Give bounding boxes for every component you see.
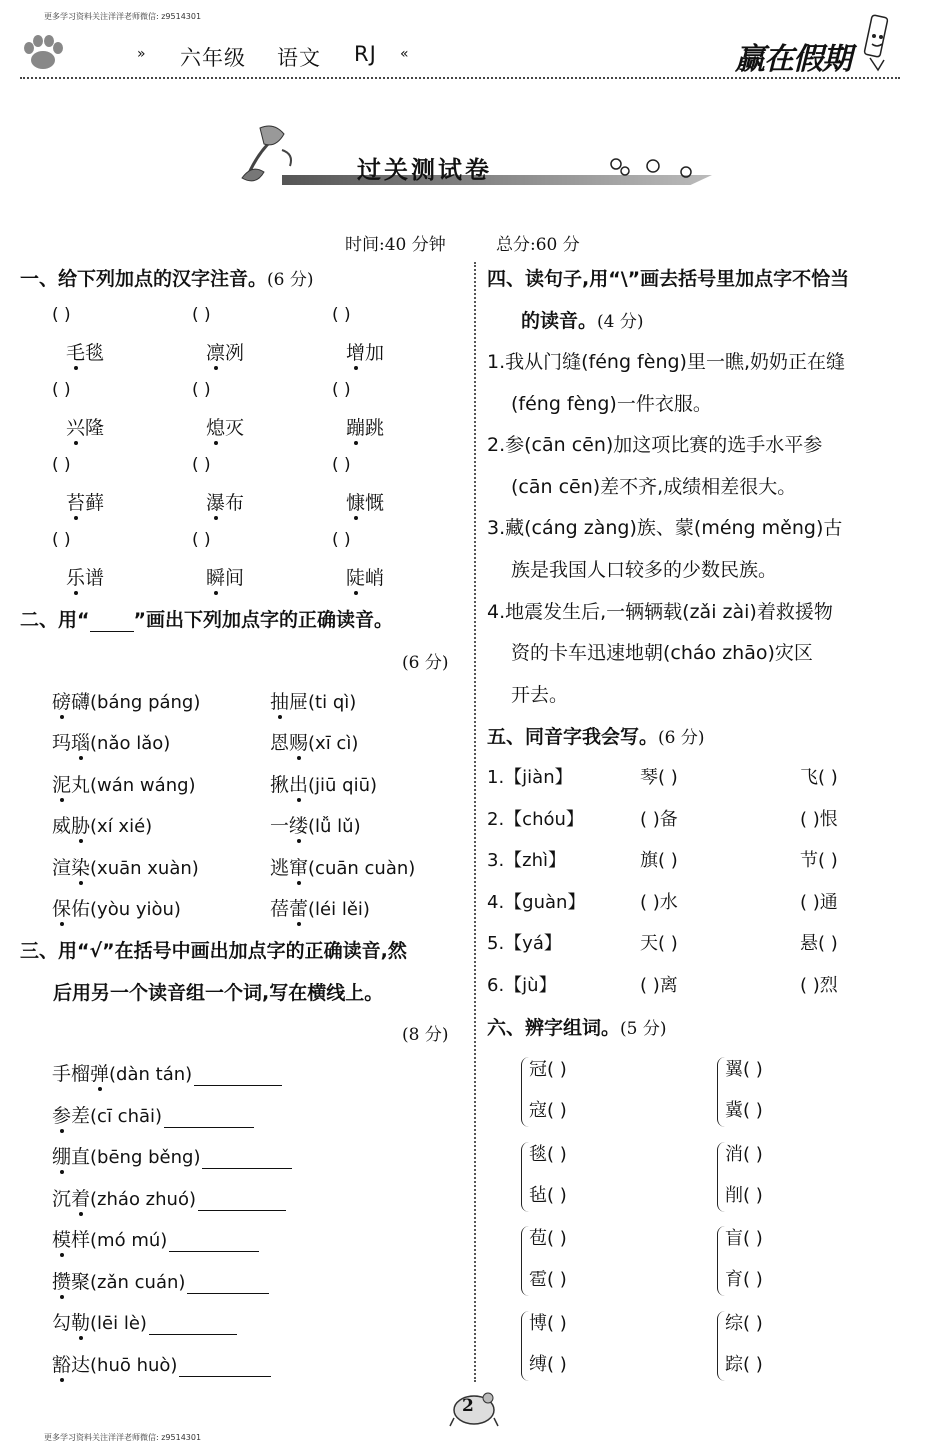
- brace-icon: [521, 1057, 529, 1127]
- pinyin-options[interactable]: (bēng běng): [90, 1147, 201, 1168]
- answer-blank[interactable]: ( ): [332, 305, 351, 325]
- word-group-blank[interactable]: 缚( ): [529, 1353, 567, 1375]
- word-char-dotted: 凛: [206, 342, 226, 364]
- word-char: 加: [365, 342, 385, 364]
- word-group-blank[interactable]: 毯( ): [529, 1143, 567, 1165]
- word-char-dotted: 兴: [66, 417, 86, 439]
- word-char: 瑙: [71, 732, 91, 755]
- pinyin-options[interactable]: (mó mú): [90, 1230, 168, 1251]
- section-5-heading: 五、同音字我会写。(6 分): [487, 726, 705, 748]
- pinyin-options[interactable]: (dàn tán): [109, 1064, 193, 1085]
- sentence-line[interactable]: 2.参(cān cēn)加这项比赛的选手水平参: [487, 434, 823, 457]
- word-char: 跳: [365, 417, 385, 439]
- word-char-dotted: 模: [52, 1229, 72, 1251]
- answer-blank[interactable]: ( ): [52, 305, 71, 325]
- answer-blank[interactable]: ( ): [332, 530, 351, 550]
- word-group-blank[interactable]: 翼( ): [725, 1059, 763, 1080]
- answer-blank[interactable]: ( ): [332, 455, 351, 475]
- word-char: 屉: [289, 691, 309, 713]
- reading-choice-item: [52, 894, 181, 921]
- word-char: 蓓: [270, 898, 290, 920]
- section-3-heading-line2: 后用另一个读音组一个词,写在横线上。: [53, 982, 384, 1004]
- word-prefix: 沉: [52, 1187, 72, 1210]
- homophone-pinyin: 1.【jiàn】: [487, 767, 573, 788]
- polyphone-item: [52, 1308, 237, 1335]
- pinyin-options[interactable]: (báng páng): [90, 692, 201, 713]
- answer-blank[interactable]: ( ): [192, 455, 211, 475]
- double-chevron-right-icon: »: [137, 46, 146, 62]
- section-2-heading: 二、用“ ”画出下列加点字的正确读音。: [20, 609, 393, 631]
- answer-line[interactable]: [202, 1150, 292, 1169]
- word-char: 威: [52, 815, 72, 838]
- word-group-blank[interactable]: 苞( ): [529, 1228, 567, 1249]
- pinyin-options[interactable]: (nǎo lǎo): [90, 733, 171, 755]
- word-char-dotted: 苔: [66, 492, 86, 514]
- word: [206, 413, 244, 440]
- word: [346, 338, 384, 365]
- brand-logo: 赢在假期: [735, 42, 851, 77]
- reading-choice-item: [270, 811, 361, 838]
- brace-icon: [717, 1311, 725, 1381]
- pencil-mascot-icon: [858, 14, 898, 72]
- bubbles-icon: [608, 152, 698, 182]
- pinyin-options[interactable]: (huō huò): [90, 1354, 178, 1376]
- answer-line[interactable]: [169, 1233, 259, 1252]
- word-char-dotted: 豁: [52, 1353, 72, 1376]
- page-title: 过关测试卷: [357, 155, 492, 184]
- column-divider: [474, 262, 476, 1382]
- paw-icon: [22, 34, 64, 72]
- homophone-blank[interactable]: 节( ): [800, 850, 838, 872]
- answer-blank[interactable]: ( ): [52, 380, 71, 400]
- homophone-pinyin: 4.【guàn】: [487, 891, 586, 913]
- pinyin-options[interactable]: (zǎn cuán): [90, 1271, 186, 1293]
- word-char: 抽: [270, 691, 290, 713]
- pinyin-options[interactable]: (xī cì): [308, 733, 359, 755]
- section-4-heading-line1: 四、读句子,用“\”画去括号里加点字不恰当: [487, 268, 850, 290]
- pinyin-options[interactable]: (ti qì): [308, 692, 357, 713]
- homophone-blank[interactable]: ( )恨: [800, 808, 838, 830]
- answer-blank[interactable]: ( ): [192, 380, 211, 400]
- homophone-pinyin: 3.【zhì】: [487, 850, 567, 872]
- word-char: 染: [71, 856, 91, 879]
- homophone-blank[interactable]: 悬( ): [800, 933, 838, 955]
- section-4-heading-line2: 的读音。(4 分): [521, 310, 644, 332]
- word-char-dotted: 蹦: [346, 417, 366, 439]
- word-char: 谱: [85, 567, 105, 589]
- word-char: 胁: [71, 815, 91, 838]
- reading-choice-item: [52, 853, 199, 880]
- homophone-blank[interactable]: ( )烈: [800, 975, 838, 996]
- sentence-line[interactable]: 资的卡车迅速地朝(cháo zhāo)灾区: [511, 642, 813, 665]
- word-suffix: 达: [71, 1353, 91, 1376]
- word-char: 隆: [85, 417, 105, 439]
- pinyin-options[interactable]: (xuān xuàn): [90, 857, 199, 879]
- word-char: 藓: [85, 492, 105, 514]
- word: [346, 488, 384, 515]
- brace-icon: [717, 1057, 725, 1127]
- word-char-dotted: 参: [52, 1104, 72, 1127]
- reading-choice-item: [52, 770, 196, 797]
- word-char: 礴: [71, 691, 91, 713]
- reading-choice-item: [52, 728, 170, 755]
- brace-icon: [717, 1226, 725, 1296]
- word-char: 赐: [289, 732, 309, 755]
- word-group-blank[interactable]: 消( ): [725, 1143, 763, 1165]
- reading-choice-item: [270, 770, 377, 797]
- word-suffix: 聚: [71, 1270, 91, 1293]
- time-limit: 时间:40 分钟: [345, 235, 446, 255]
- reading-choice-item: [52, 687, 200, 714]
- answer-line[interactable]: [149, 1316, 237, 1335]
- word: [66, 563, 104, 590]
- word-char: 玛: [52, 732, 72, 755]
- homophone-pinyin: 5.【yá】: [487, 933, 562, 955]
- word-char: 布: [225, 492, 245, 514]
- word-char: 恩: [270, 732, 290, 755]
- word-char-dotted: 慷: [346, 492, 366, 514]
- answer-blank[interactable]: ( ): [332, 380, 351, 400]
- word: [66, 338, 104, 365]
- sentence-line[interactable]: (cān cēn)差不齐,成绩相差很大。: [511, 475, 797, 498]
- homophone-pinyin: 2.【chóu】: [487, 808, 584, 830]
- word-group-blank[interactable]: 踪( ): [725, 1353, 763, 1375]
- word-char-dotted: 熄: [206, 417, 226, 439]
- word: [66, 488, 104, 515]
- word-group-blank[interactable]: 博( ): [529, 1312, 567, 1334]
- reading-choice-item: [270, 687, 356, 714]
- section-2-score: (6 分): [402, 653, 449, 673]
- word: [346, 563, 384, 590]
- header-divider: [20, 77, 900, 79]
- word-group-blank[interactable]: 毡( ): [529, 1184, 567, 1206]
- word: [66, 413, 104, 440]
- answer-blank[interactable]: ( ): [192, 305, 211, 325]
- word-group-blank[interactable]: 盲( ): [725, 1228, 763, 1249]
- reading-choice-item: [270, 853, 415, 880]
- word-suffix: 直: [71, 1146, 91, 1168]
- word-group-blank[interactable]: 育( ): [725, 1269, 763, 1290]
- word-group-blank[interactable]: 冀( ): [725, 1100, 763, 1121]
- header-edition: RJ: [354, 42, 377, 66]
- word-group-blank[interactable]: 寇( ): [529, 1100, 567, 1121]
- brace-icon: [521, 1226, 529, 1296]
- word-char: 保: [52, 898, 72, 920]
- polyphone-item: [52, 1267, 269, 1294]
- word-char-dotted: 勒: [71, 1312, 91, 1334]
- polyphone-item: [52, 1184, 286, 1211]
- word-prefix: 手榴: [52, 1063, 91, 1085]
- word-char: 磅: [52, 691, 72, 713]
- word-char-dotted: 弹: [90, 1063, 110, 1085]
- sentence-line[interactable]: (féng fèng)一件衣服。: [511, 392, 712, 415]
- pinyin-options[interactable]: (xí xié): [90, 816, 153, 838]
- section-3-heading-line1: 三、用“√”在括号中画出加点字的正确读音,然: [20, 940, 407, 962]
- sentence-line[interactable]: 3.藏(cáng zàng)族、蒙(méng měng)古: [487, 517, 843, 540]
- pinyin-options[interactable]: (cuān cuàn): [308, 857, 416, 879]
- answer-blank[interactable]: ( ): [192, 530, 211, 550]
- sentence-line[interactable]: 开去。: [511, 683, 569, 706]
- pinyin-options[interactable]: (léi lěi): [308, 899, 370, 920]
- word-group-blank[interactable]: 综( ): [725, 1312, 763, 1334]
- double-chevron-left-icon: «: [400, 46, 409, 62]
- homophone-pinyin: 6.【jù】: [487, 975, 557, 996]
- page-number-mascot-icon: [448, 1388, 500, 1428]
- word-char: 灭: [225, 417, 245, 439]
- pinyin-options[interactable]: (wán wáng): [90, 774, 196, 796]
- answer-line[interactable]: [164, 1109, 254, 1128]
- polyphone-item: [52, 1225, 259, 1252]
- word-group-blank[interactable]: 雹( ): [529, 1269, 567, 1290]
- homophone-blank[interactable]: 琴( ): [640, 767, 678, 788]
- polyphone-item: [52, 1350, 271, 1377]
- word-char-dotted: 着: [71, 1187, 91, 1210]
- answer-blank[interactable]: ( ): [52, 455, 71, 475]
- section-3-score: (8 分): [402, 1025, 449, 1045]
- word-char-dotted: 瞬: [206, 567, 226, 589]
- pinyin-options[interactable]: (zháo zhuó): [90, 1188, 196, 1210]
- word-char: 揪: [270, 773, 290, 796]
- top-watermark-note: 更多学习资料关注洋洋老师微信: z9514301: [44, 12, 202, 21]
- word-char: 丸: [71, 773, 91, 796]
- header-grade: 六年级: [180, 46, 246, 70]
- word-char-dotted: 绷: [52, 1146, 72, 1168]
- word-char-dotted: 瀑: [206, 492, 226, 514]
- word-char: 蕾: [289, 898, 309, 920]
- word-char: 佑: [71, 898, 91, 920]
- pinyin-options[interactable]: (lǚ lǔ): [308, 816, 361, 838]
- word: [206, 488, 244, 515]
- pinyin-options[interactable]: (lēi lè): [90, 1313, 147, 1334]
- homophone-blank[interactable]: ( )备: [640, 808, 678, 830]
- word-char: 出: [289, 773, 309, 796]
- word-char: 渲: [52, 856, 72, 879]
- sentence-line[interactable]: 1.我从门缝(féng fèng)里一瞧,奶奶正在缝: [487, 351, 845, 373]
- word-prefix: 勾: [52, 1312, 72, 1334]
- sentence-line[interactable]: 4.地震发生后,一辆辆载(zǎi zài)着救援物: [487, 600, 833, 623]
- word: [206, 338, 244, 365]
- word-group-blank[interactable]: 削( ): [725, 1184, 763, 1206]
- answer-line[interactable]: [198, 1192, 286, 1211]
- pinyin-options[interactable]: (cī chāi): [90, 1105, 163, 1127]
- word-char: 窜: [289, 856, 309, 879]
- polyphone-item: [52, 1142, 292, 1169]
- homophone-blank[interactable]: 旗( ): [640, 850, 678, 872]
- total-score: 总分:60 分: [496, 235, 580, 255]
- word-char: 一: [270, 815, 290, 838]
- word-char-dotted: 增: [346, 342, 366, 364]
- word-group-blank[interactable]: 冠( ): [529, 1059, 567, 1080]
- homophone-blank[interactable]: 飞( ): [800, 767, 838, 788]
- word-char-dotted: 乐: [66, 567, 86, 589]
- reading-choice-item: [52, 811, 152, 838]
- word: [206, 563, 244, 590]
- word-char: 缕: [289, 815, 309, 838]
- word-char: 间: [225, 567, 245, 589]
- pinyin-options[interactable]: (yòu yiòu): [90, 899, 181, 920]
- reading-choice-item: [270, 894, 370, 921]
- word-char: 逃: [270, 856, 290, 879]
- word-char: 慨: [365, 492, 385, 514]
- homophone-blank[interactable]: 天( ): [640, 933, 678, 955]
- word-char-dotted: 攒: [52, 1270, 72, 1293]
- brace-icon: [521, 1311, 529, 1381]
- word-suffix: 样: [71, 1229, 91, 1251]
- answer-line[interactable]: [194, 1067, 282, 1086]
- answer-line[interactable]: [187, 1275, 269, 1294]
- homophone-blank[interactable]: ( )离: [640, 975, 678, 996]
- answer-line[interactable]: [179, 1358, 271, 1377]
- homophone-blank[interactable]: ( )水: [640, 891, 678, 913]
- brace-icon: [521, 1142, 529, 1212]
- brace-icon: [717, 1142, 725, 1212]
- word-char-dotted: 毛: [66, 342, 86, 364]
- word-char: 泥: [52, 773, 72, 796]
- word-char-dotted: 陡: [346, 567, 366, 589]
- answer-blank[interactable]: ( ): [52, 530, 71, 550]
- word-suffix: 差: [71, 1104, 91, 1127]
- word: [346, 413, 384, 440]
- header-subject: 语文: [277, 46, 321, 70]
- section-6-heading: 六、辨字组词。(5 分): [487, 1017, 667, 1039]
- reading-choice-item: [270, 728, 358, 755]
- page-number: 2: [462, 1396, 474, 1416]
- bottom-watermark-note: 更多学习资料关注洋洋老师微信: z9514301: [44, 1433, 202, 1442]
- word-char: 毯: [85, 342, 105, 364]
- polyphone-item: [52, 1059, 282, 1086]
- word-char: 峭: [365, 567, 385, 589]
- section-1-heading: 一、给下列加点的汉字注音。(6 分): [20, 268, 314, 290]
- homophone-blank[interactable]: ( )通: [800, 891, 838, 913]
- polyphone-item: [52, 1101, 254, 1128]
- pinyin-options[interactable]: (jiū qiū): [308, 774, 378, 796]
- sentence-line[interactable]: 族是我国人口较多的少数民族。: [511, 559, 778, 581]
- word-char: 冽: [225, 342, 245, 364]
